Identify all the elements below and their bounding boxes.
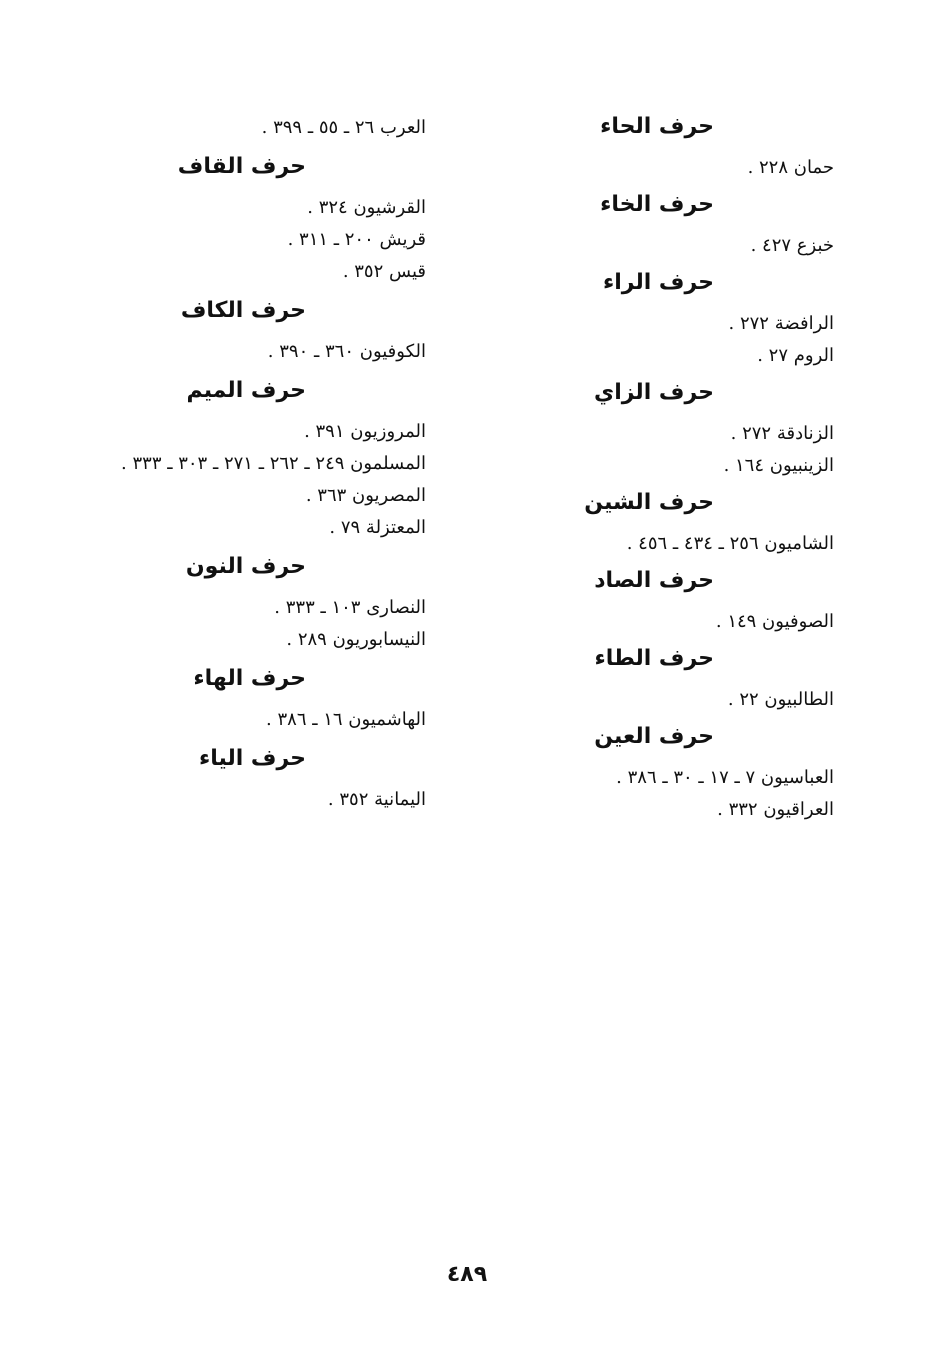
section-haa [454, 112, 834, 184]
section-heading: حرف الزاي [594, 380, 714, 405]
section-ayn [454, 722, 834, 826]
section-heading: حرف النون [185, 554, 306, 579]
index-column-left [0, 112, 426, 824]
index-entry: الكوفيون ٣٦٠ ـ ٣٩٠ . [267, 341, 426, 362]
index-entry: المسلمون ٢٤٩ ـ ٢٦٢ ـ ٢٧١ ـ ٣٠٣ ـ ٣٣٣ . [121, 453, 426, 474]
index-entry: الزنادقة ٢٧٢ . [730, 423, 834, 444]
index-entry: الهاشميون ١٦ ـ ٣٨٦ . [266, 709, 426, 730]
section-qaf [0, 152, 426, 288]
section-heading: حرف الهاء [193, 666, 306, 691]
index-entry: المعتزلة ٧٩ . [329, 517, 426, 538]
index-entry: حمان ٢٢٨ . [747, 157, 834, 178]
section-heading: حرف القاف [177, 154, 306, 179]
index-entry: القرشيون ٣٢٤ . [307, 197, 426, 218]
index-entry: النيسابوريون ٢٨٩ . [286, 629, 426, 650]
section-heading: حرف الميم [186, 378, 306, 403]
section-kaf [0, 296, 426, 368]
section-heading: حرف الشين [584, 490, 714, 515]
index-entry: الروم ٢٧ . [757, 345, 834, 366]
index-entry: الشاميون ٢٥٦ ـ ٤٣٤ ـ ٤٥٦ . [626, 533, 834, 554]
index-entry: العراقيون ٣٣٢ . [717, 799, 834, 820]
index-entry: العباسيون ٧ ـ ١٧ ـ ٣٠ ـ ٣٨٦ . [616, 767, 834, 788]
section-taa [454, 644, 834, 716]
index-entry: الزينبيون ١٦٤ . [723, 455, 834, 476]
section-yaa [0, 744, 426, 816]
section-sheen [454, 488, 834, 560]
section-noon [0, 552, 426, 656]
index-entry: المروزيون ٣٩١ . [304, 421, 426, 442]
index-entry: المصريون ٣٦٣ . [305, 485, 426, 506]
section-heading: حرف الخاء [600, 192, 714, 217]
index-entry: النصارى ١٠٣ ـ ٣٣٣ . [274, 597, 426, 618]
index-entry: الصوفيون ١٤٩ . [715, 611, 834, 632]
index-entry: الرافضة ٢٧٢ . [728, 313, 834, 334]
index-entry: خبزع ٤٢٧ . [750, 235, 834, 256]
section-heading: حرف الصاد [594, 568, 714, 593]
section-haa-letter [0, 664, 426, 736]
index-entry: قيس ٣٥٢ . [342, 261, 426, 282]
section-meem [0, 376, 426, 544]
index-entry: العرب ٢٦ ـ ٥٥ ـ ٣٩٩ . [261, 117, 426, 138]
page-number: ٤٨٩ [446, 1262, 488, 1287]
section-saad [454, 566, 834, 638]
section-khaa [454, 190, 834, 262]
index-entry: الطالبيون ٢٢ . [727, 689, 834, 710]
section-heading: حرف الياء [198, 746, 306, 771]
section-heading: حرف الحاء [600, 114, 714, 139]
index-column-right [454, 112, 834, 832]
section-heading: حرف العين [594, 724, 714, 749]
section-heading: حرف الراء [602, 270, 714, 295]
index-entry: قريش ٢٠٠ ـ ٣١١ . [287, 229, 426, 250]
section-heading: حرف الكاف [180, 298, 306, 323]
section-zay [454, 378, 834, 482]
section-heading: حرف الطاء [594, 646, 714, 671]
section-raa [454, 268, 834, 372]
index-entry: اليمانية ٣٥٢ . [327, 789, 426, 810]
continued-entries [0, 112, 426, 144]
